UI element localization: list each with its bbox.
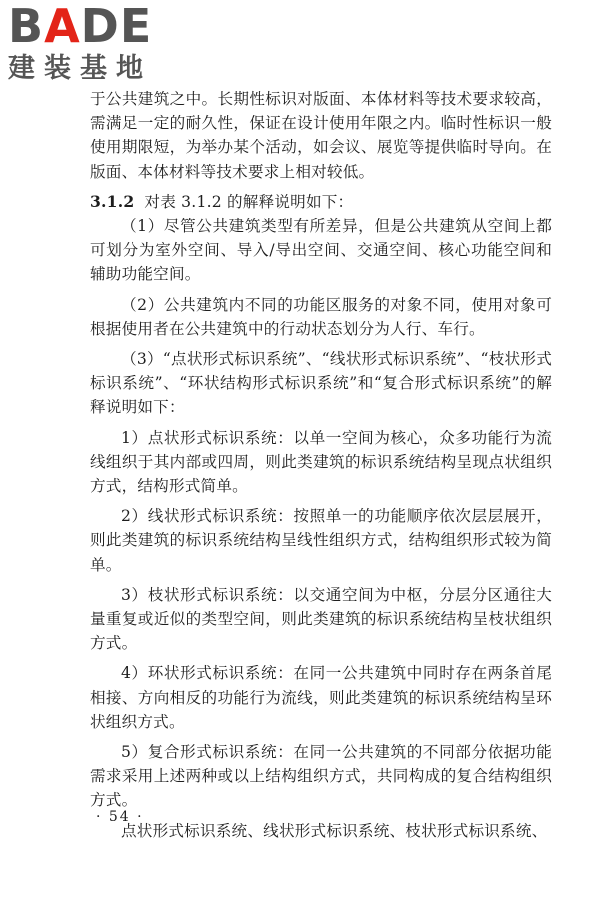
logo-chinese-text: 建装基地: [8, 53, 152, 84]
document-body: [90, 87, 552, 843]
section-text: 对表 3.1.2 的解释说明如下：: [144, 192, 354, 211]
sub-item-4: 4）环状形式标识系统：在同一公共建筑中同时存在两条首尾相接、方向相反的功能行为流线，则此类建筑的标识系统结构呈环状组织方式。: [90, 664, 552, 731]
paragraph-trailing: 点状形式标识系统、线状形式标识系统、枝状形式标识系统、: [121, 821, 548, 840]
sub-item-3: 3）枝状形式标识系统：以交通空间为中枢，分层分区通往大量重复或近似的类型空间，则此类建筑的标识系统结构呈枝状组织方式。: [90, 585, 552, 653]
item-1: （1）尽管公共建筑类型有所差异，但是公共建筑从空间上都可划分为室外空间、导入/导出空间、交通空间、核心功能空间和辅助功能空间。: [90, 217, 552, 284]
bade-logo: [8, 2, 178, 88]
logo-wordmark: BADE: [8, 0, 153, 53]
item-2: （2）公共建筑内不同的功能区服务的对象不同，使用对象可根据使用者在公共建筑中的行动状态划分为人行、车行。: [90, 295, 552, 338]
section-number: 3.1.2: [90, 191, 135, 211]
sub-item-2: 2）线状形式标识系统：按照单一的功能顺序依次层层展开，则此类建筑的标识系统结构呈线性组织方式，结构组织形式较为简单。: [90, 507, 552, 574]
item-3: （3）“点状形式标识系统”、“线状形式标识系统”、“枝状形式标识系统”、“环状结构形式标识系统”和“复合形式标识系统”的解释说明如下：: [90, 350, 552, 417]
sub-item-1: 1）点状形式标识系统：以单一空间为核心，众多功能行为流线组织于其内部或四周，则此类建筑的标识系统结构呈现点状组织方式，结构形式简单。: [90, 428, 552, 496]
sub-item-5: 5）复合形式标识系统：在同一公共建筑的不同部分依据功能需求采用上述两种或以上结构组织方式，共同构成的复合结构组织方式。: [90, 743, 552, 810]
page-number: · 54 ·: [96, 809, 144, 825]
paragraph-continuation: 于公共建筑之中。长期性标识对版面、本体材料等技术要求较高，需满足一定的耐久性，保证在设计使用年限之内。临时性标识一般使用期限短，为举办某个活动，如会议、展览等提供临时导向。在版面、本体材料等技术要求上相对较低。: [90, 90, 552, 181]
section-heading: [90, 190, 552, 214]
